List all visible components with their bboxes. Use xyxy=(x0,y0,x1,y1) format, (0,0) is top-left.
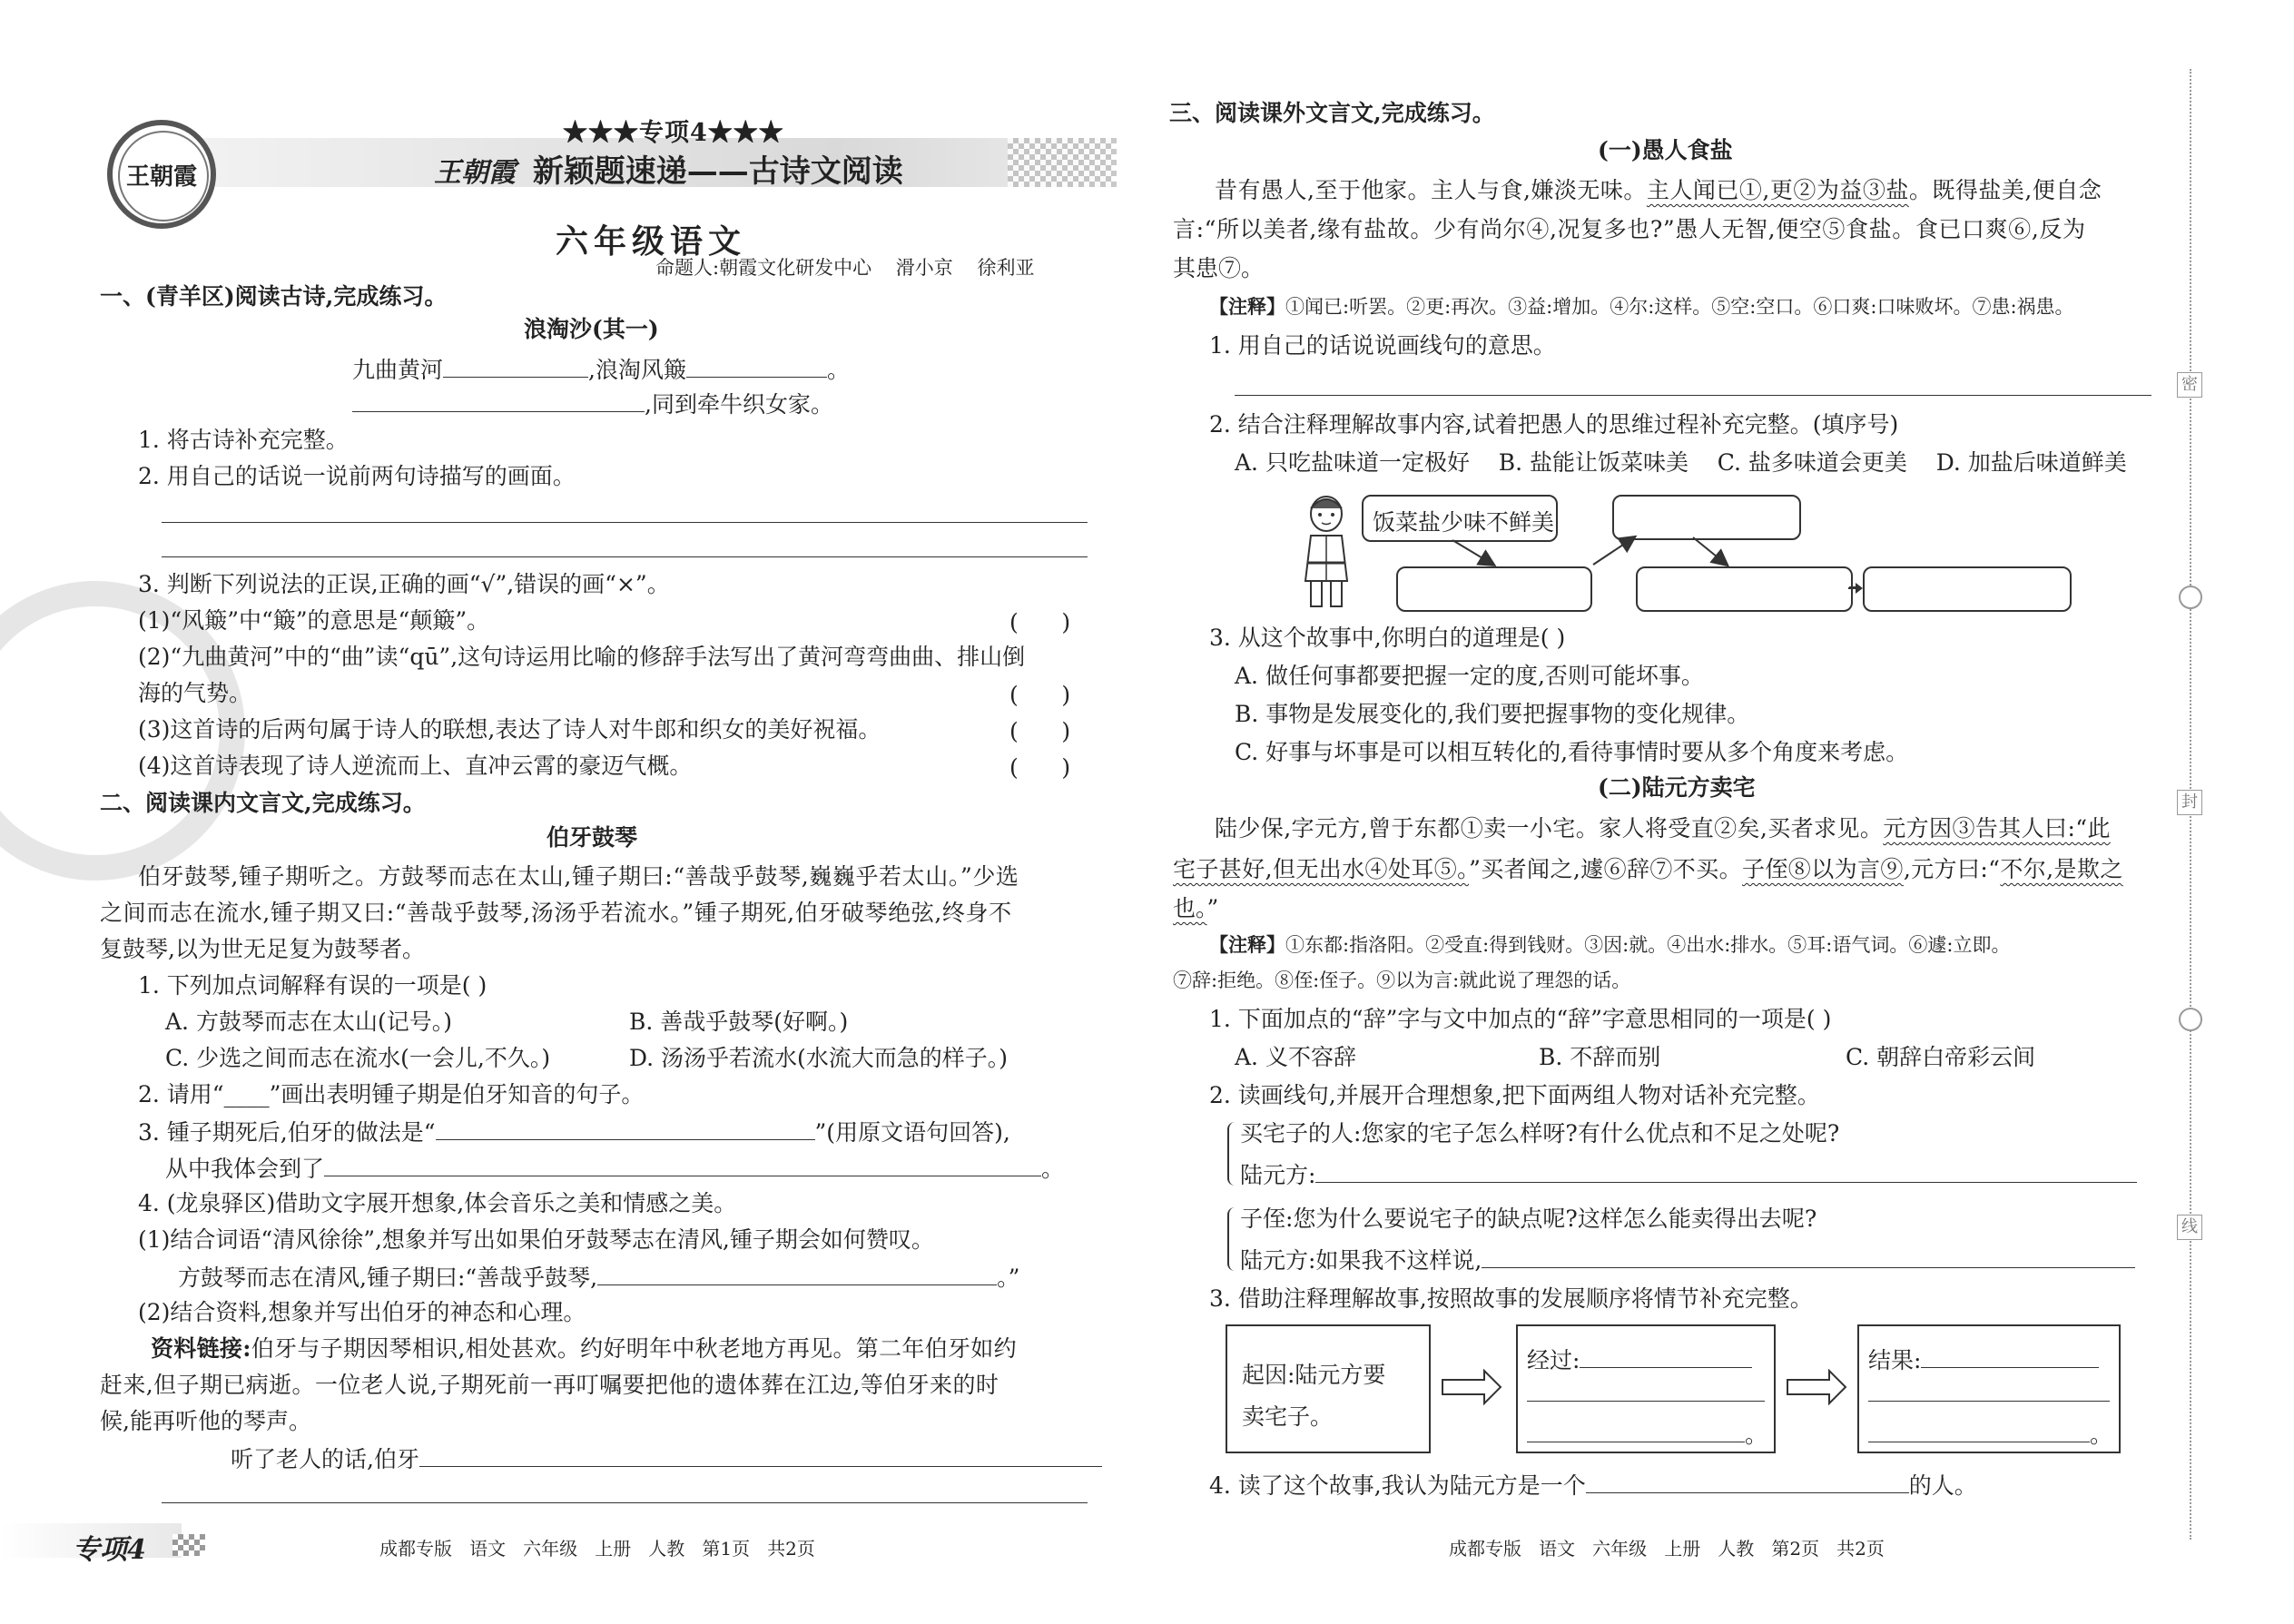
option-b: B. 事物是发展变化的,我们要把握事物的变化规律。 xyxy=(1235,701,1750,727)
story2-notes-cont: ⑦辞:拒绝。⑧侄:侄子。⑨以为言:就此说了理怨的话。 xyxy=(1173,969,1631,991)
binding-mark: 封 xyxy=(2177,790,2202,815)
note-text: ①闻已:听罢。②更:再次。③益:增加。④尔:这样。⑤空:空口。⑥口爽:口味败坏。⑦患:祸患。 xyxy=(1285,296,2074,318)
authors: 命题人:朝霞文化研发中心 滑小京 徐利亚 xyxy=(655,257,1035,279)
dialogue-nephew: 子侄:您为什么要说宅子的缺点呢?这样怎么能卖得出去呢? xyxy=(1240,1206,1817,1232)
r-question-2: 2. 结合注释理解故事内容,试着把愚人的思维过程补充完整。(填序号) xyxy=(1209,411,1899,438)
flow-arrows xyxy=(1362,490,1870,617)
b-question-4-1-answer xyxy=(178,1265,1019,1289)
binding-mark: 线 xyxy=(2177,1215,2202,1240)
footer-page-info-right: 成都专版 语文 六年级 上册 人教 第2页 共2页 xyxy=(1449,1538,1885,1560)
story1-notes xyxy=(1209,297,2074,317)
plot-process-row xyxy=(1527,1417,1767,1450)
option-a: A. 方鼓琴而志在太山(记号。) xyxy=(165,1009,452,1035)
plot-dot: 。 xyxy=(1745,1422,1768,1448)
story2-title: (二)陆元方卖宅 xyxy=(1598,774,1756,801)
story-underlined: 元方因③告其人曰:“此 xyxy=(1883,815,2111,842)
answer-line[interactable] xyxy=(162,556,1088,557)
classical-text-line: 复鼓琴,以为世无足复为鼓琴者。 xyxy=(100,936,425,962)
plot-result-row xyxy=(1868,1343,2099,1375)
question-text: 。 xyxy=(1041,1156,1065,1182)
b-question-4-1: (1)结合词语“清风徐徐”,想象并写出如果伯牙鼓琴志在清风,锺子期会如何赞叹。 xyxy=(138,1226,934,1253)
subject-title: 六年级语文 xyxy=(556,222,747,261)
story2-line xyxy=(1173,897,1218,920)
answer-paren[interactable]: ( ) xyxy=(1009,609,1071,635)
question-text: 方鼓琴而志在清风,锺子期曰:“善哉乎鼓琴, xyxy=(178,1265,598,1291)
blank-character[interactable] xyxy=(1586,1472,1909,1493)
logo xyxy=(107,120,216,229)
poem-line2 xyxy=(352,391,833,416)
section1-heading: 一、(青羊区)阅读古诗,完成练习。 xyxy=(100,283,448,310)
plot-result-label: 结果: xyxy=(1868,1347,1922,1373)
text-title: 伯牙鼓琴 xyxy=(546,824,638,851)
binding-hole-icon xyxy=(2179,1008,2202,1031)
material-line: 赶来,但子期已病逝。一位老人说,子期死前一再叮嘱要把他的遗体葬在江边,等伯牙来的时 xyxy=(100,1372,999,1398)
plot-process-label: 经过: xyxy=(1527,1347,1580,1373)
plot-process-row xyxy=(1527,1343,1752,1375)
blank-quote[interactable] xyxy=(436,1119,815,1140)
double-arrow-icon xyxy=(1441,1369,1504,1411)
b-question-4-2-answer xyxy=(231,1446,1102,1471)
binding-mark: 密 xyxy=(2177,372,2202,398)
blank-process[interactable] xyxy=(1580,1347,1752,1368)
blank-praise[interactable] xyxy=(597,1265,997,1285)
answer-paren[interactable]: ( ) xyxy=(1009,754,1071,781)
blank-result[interactable] xyxy=(1868,1422,2090,1442)
blank-3[interactable] xyxy=(352,391,645,412)
section-badge: ★★★专项4★★★ xyxy=(563,119,784,147)
option-a: A. 做任何事都要把握一定的度,否则可能坏事。 xyxy=(1235,663,1704,689)
flow-arrow-right xyxy=(1848,579,1865,597)
option-c: C. 少选之间而志在流水(一会儿,不久。) xyxy=(165,1045,551,1071)
question-text: 从中我体会到了 xyxy=(165,1156,325,1182)
question-text: 3. 锺子期死后,伯牙的做法是“ xyxy=(138,1119,436,1146)
footer-section-tag: 专项4 xyxy=(73,1534,146,1566)
material-line xyxy=(151,1337,1017,1360)
q3-item-3: (3)这首诗的后两句属于诗人的联想,表达了诗人对牛郎和织女的美好祝福。 xyxy=(138,716,881,743)
s-question-2: 2. 读画线句,并展开合理想象,把下面两组人物对话补充完整。 xyxy=(1209,1082,1820,1108)
dialogue-brace xyxy=(1227,1207,1236,1271)
option-d: D. 汤汤乎若流水(水流大而急的样子。) xyxy=(629,1045,1009,1071)
dialogue-lu-2 xyxy=(1240,1247,2135,1272)
plot-box-result[interactable] xyxy=(1857,1324,2121,1453)
option-a: A. 义不容辞 xyxy=(1235,1044,1356,1070)
q3-item-2: (2)“九曲黄河”中的“曲”读“qū”,这句诗运用比喻的修辞手法写出了黄河弯弯曲曲、排山倒 xyxy=(138,644,1026,670)
plot-box-process[interactable] xyxy=(1516,1324,1776,1453)
story-underlined: 宅子甚好,但无出水④处耳⑤。 xyxy=(1173,856,1470,882)
question-text: 的人。 xyxy=(1908,1472,1977,1499)
answer-line[interactable] xyxy=(1868,1401,2110,1402)
story-text: 陆少保,字元方,曾于东都①卖一小宅。家人将受直②矣,买者求见。 xyxy=(1215,815,1884,842)
poem-text: ,同到牵牛织女家。 xyxy=(645,391,833,418)
plot-cause-text: 起因:陆元方要 xyxy=(1242,1362,1386,1388)
r-question-1: 1. 用自己的话说说画线句的意思。 xyxy=(1209,332,1556,359)
fool-figure-icon xyxy=(1295,490,1358,613)
b-question-3-cont xyxy=(165,1156,1064,1180)
question-text: ”(用原文语句回答), xyxy=(814,1119,1010,1146)
story-text: ”买者闻之,遽⑥辞⑦不买。 xyxy=(1469,856,1742,882)
dialogue-lu-1 xyxy=(1240,1162,2137,1186)
story-underlined: 子侄⑧以为言⑨ xyxy=(1742,856,1904,882)
b-question-4: 4. (龙泉驿区)借助文字展开想象,体会音乐之美和情感之美。 xyxy=(138,1190,737,1216)
poem-text: ,浪淘风簸 xyxy=(588,357,686,383)
blank-result[interactable] xyxy=(1921,1347,2099,1368)
question-2: 2. 用自己的话说一说前两句诗描写的画面。 xyxy=(138,463,576,489)
q3-item-4: (4)这首诗表现了诗人逆流而上、直冲云霄的豪迈气概。 xyxy=(138,753,693,779)
option-b: B. 善哉乎鼓琴(好啊。) xyxy=(629,1009,849,1035)
b-question-1: 1. 下列加点词解释有误的一项是( ) xyxy=(138,972,487,999)
answer-line[interactable] xyxy=(162,1502,1088,1503)
story-underlined: 主人闻已①,更②为益③盐 xyxy=(1646,177,1909,203)
binding-hole-icon xyxy=(2179,586,2202,609)
story-text: 。既得盐美,便自念 xyxy=(1908,177,2102,203)
logo-text: 王朝霞 xyxy=(125,163,197,191)
note-label: 【注释】 xyxy=(1209,295,1285,318)
dialogue-buyer: 买宅子的人:您家的宅子怎么样呀?有什么优点和不足之处呢? xyxy=(1240,1120,1840,1147)
dialogue-brace xyxy=(1227,1122,1236,1186)
story1-line: 言:“所以美者,缘有盐故。少有尚尔④,况复多也?”愚人无智,便空⑤食盐。食已口爽⑥,反为 xyxy=(1173,216,2086,242)
question-1: 1. 将古诗补充完整。 xyxy=(138,427,349,453)
material-line: 候,能再听他的琴声。 xyxy=(100,1408,311,1434)
blank-dialogue-1[interactable] xyxy=(1315,1162,2137,1183)
brand-mark: 王朝霞 xyxy=(434,157,516,189)
header-title xyxy=(434,146,903,191)
poem-title: 浪淘沙(其一) xyxy=(524,316,659,342)
s-question-4 xyxy=(1209,1472,1977,1497)
story2-line xyxy=(1215,817,2111,840)
poem-line1 xyxy=(352,357,850,381)
answer-line[interactable] xyxy=(1235,395,2151,396)
classical-text-line: 伯牙鼓琴,锺子期听之。方鼓琴而志在太山,锺子期曰:“善哉乎鼓琴,巍巍乎若太山。”少选 xyxy=(138,863,1019,890)
story-text: 昔有愚人,至于他家。主人与食,嫌淡无味。 xyxy=(1215,177,1647,203)
option-c: C. 朝辞白帝彩云间 xyxy=(1846,1044,2036,1070)
plot-cause-text: 卖宅子。 xyxy=(1242,1403,1334,1430)
r-question-2-options: A. 只吃盐味道一定极好 B. 盐能让饭菜味美 C. 盐多味道会更美 D. 加盐后味道鲜美 xyxy=(1235,449,2127,476)
story2-notes xyxy=(1209,935,2010,955)
question-text: 4. 读了这个故事,我认为陆元方是一个 xyxy=(1209,1472,1586,1499)
answer-paren[interactable]: ( ) xyxy=(1009,682,1071,708)
blank-feeling[interactable] xyxy=(324,1156,1041,1176)
story-underlined: 也。 xyxy=(1173,895,1207,921)
story1-line xyxy=(1215,179,2102,202)
blank-boya[interactable] xyxy=(419,1446,1102,1467)
story1-title: (一)愚人食盐 xyxy=(1598,137,1733,163)
question-text: 。” xyxy=(997,1265,1020,1291)
material-text: 伯牙与子期因琴相识,相处甚欢。约好明年中秋老地方再见。第二年伯牙如约 xyxy=(251,1335,1017,1362)
question-3: 3. 判断下列说法的正误,正确的画“√”,错误的画“×”。 xyxy=(138,571,670,597)
option-b: B. 不辞而别 xyxy=(1539,1044,1661,1070)
s-question-3: 3. 借助注释理解故事,按照故事的发展顺序将情节补充完整。 xyxy=(1209,1285,1813,1312)
story1-line: 其患⑦。 xyxy=(1173,255,1265,281)
s-question-1: 1. 下面加点的“辞”字与文中加点的“辞”字意思相同的一项是( ) xyxy=(1209,1006,1832,1032)
r-question-3: 3. 从这个故事中,你明白的道理是( ) xyxy=(1209,625,1566,651)
story-text: ” xyxy=(1206,895,1219,921)
question-text: 听了老人的话,伯牙 xyxy=(231,1446,419,1472)
b-question-2: 2. 请用“____”画出表明锺子期是伯牙知音的句子。 xyxy=(138,1081,645,1107)
option-c: C. 好事与坏事是可以相互转化的,看待事情时要从多个角度来考虑。 xyxy=(1235,739,1909,765)
flow-box-4[interactable] xyxy=(1863,566,2072,612)
classical-text-line: 之间而志在流水,锺子期又曰:“善哉乎鼓琴,汤汤乎若流水。”锺子期死,伯牙破琴绝弦,终身不 xyxy=(100,900,1012,926)
note-label: 【注释】 xyxy=(1209,933,1285,956)
plot-dot: 。 xyxy=(2090,1422,2113,1448)
story-underlined: 不尔,是欺之 xyxy=(2000,856,2123,882)
ribbon-pattern xyxy=(1008,138,1117,187)
note-text: ①东都:指洛阳。②受直:得到钱财。③因:就。④出水:排水。⑤耳:语气词。⑥遽:立即。 xyxy=(1285,934,2011,956)
blank-process[interactable] xyxy=(1527,1422,1745,1442)
answer-line[interactable] xyxy=(162,522,1088,523)
footer-page-info-left: 成都专版 语文 六年级 上册 人教 第1页 共2页 xyxy=(379,1538,815,1560)
footer-pattern xyxy=(172,1534,205,1556)
q3-item-1: (1)“风簸”中“簸”的意思是“颠簸”。 xyxy=(138,607,490,634)
answer-line[interactable] xyxy=(1527,1401,1765,1402)
poem-text: 九曲黄河 xyxy=(352,357,444,383)
story-text: ,元方曰:“ xyxy=(1903,856,2001,882)
b-question-3 xyxy=(138,1119,1010,1144)
blank-dialogue-2[interactable] xyxy=(1482,1247,2135,1268)
blank-1[interactable] xyxy=(443,357,588,378)
story2-line xyxy=(1173,858,2123,881)
page-title: 新颖题速递——古诗文阅读 xyxy=(532,153,903,190)
q3-item-2-cont: 海的气势。 xyxy=(138,680,252,706)
speaker-label: 陆元方:如果我不这样说, xyxy=(1240,1247,1482,1274)
section3-heading: 三、阅读课外文言文,完成练习。 xyxy=(1169,100,1495,126)
b-question-4-2: (2)结合资料,想象并写出伯牙的神态和心理。 xyxy=(138,1299,586,1325)
speaker-label: 陆元方: xyxy=(1240,1162,1316,1188)
poem-text: 。 xyxy=(826,357,850,383)
blank-2[interactable] xyxy=(686,357,827,378)
double-arrow-icon xyxy=(1786,1369,1849,1411)
section2-heading: 二、阅读课内文言文,完成练习。 xyxy=(100,790,426,816)
flow-box-label: 饭菜盐少味不鲜美 xyxy=(1373,509,1555,536)
plot-result-row xyxy=(1868,1417,2112,1450)
plot-box-cause xyxy=(1226,1324,1431,1453)
answer-paren[interactable]: ( ) xyxy=(1009,718,1071,744)
material-label: 资料链接: xyxy=(151,1335,251,1362)
